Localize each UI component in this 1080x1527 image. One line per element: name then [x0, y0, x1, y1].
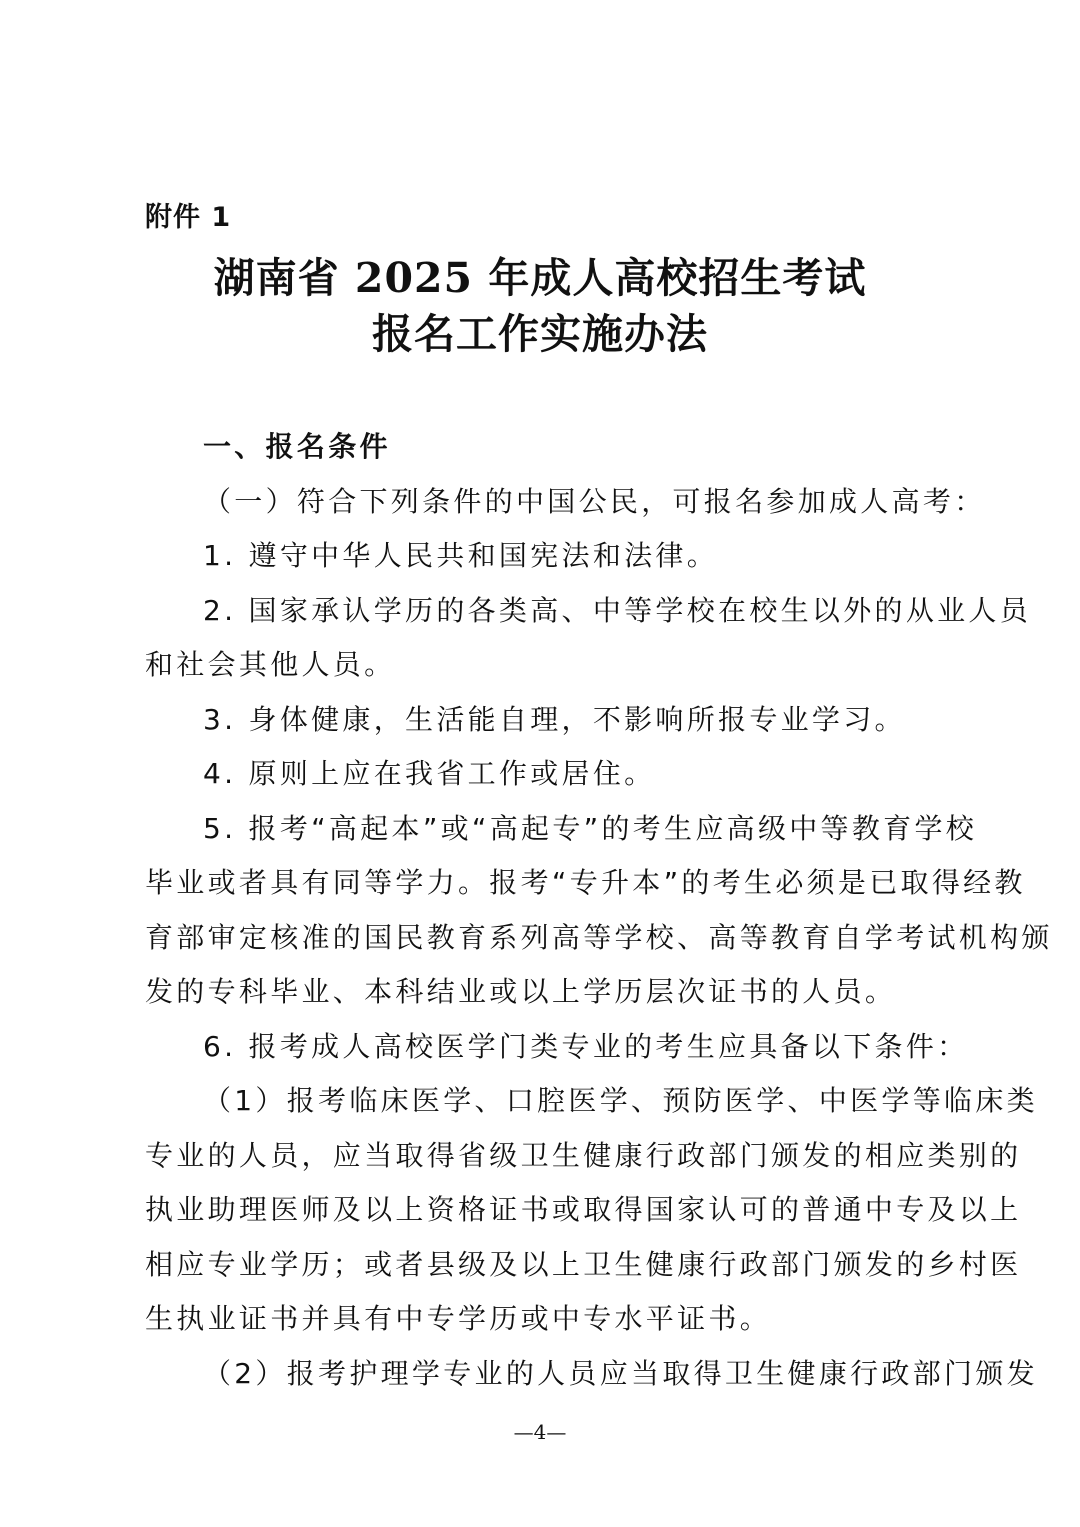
paragraph-line: 1. 遵守中华人民共和国宪法和法律。 — [203, 539, 719, 572]
page-number: —4— — [513, 1420, 567, 1444]
paragraph-line: 毕业或者具有同等学力。报考“专升本”的考生必须是已取得经教 — [145, 866, 1026, 899]
paragraph-line: 6. 报考成人高校医学门类专业的考生应具备以下条件： — [203, 1029, 969, 1063]
paragraph-line: 和社会其他人员。 — [145, 648, 396, 681]
paragraph-line: 3. 身体健康，生活能自理，不影响所报专业学习。 — [203, 702, 906, 736]
document-title-line-1: 湖南省 2025 年成人高校招生考试 — [213, 254, 867, 302]
paragraph-line: 执业助理医师及以上资格证书或取得国家认可的普通中专及以上 — [145, 1193, 1022, 1226]
document-title-line-2: 报名工作实施办法 — [372, 310, 708, 358]
section-heading: 一、报名条件 — [203, 430, 391, 463]
paragraph-line: 4. 原则上应在我省工作或居住。 — [203, 757, 656, 790]
paragraph-line: 2. 国家承认学历的各类高、中等学校在校生以外的从业人员 — [203, 593, 1032, 627]
document-body — [145, 420, 1053, 1401]
attachment-label: 附件 1 — [145, 202, 232, 233]
paragraph-line: （1）报考临床医学、口腔医学、预防医学、中医学等临床类 — [203, 1084, 1038, 1117]
paragraph-line: 发的专科毕业、本科结业或以上学历层次证书的人员。 — [145, 975, 897, 1008]
paragraph-line: 5. 报考“高起本”或“高起专”的考生应高级中等教育学校 — [203, 811, 978, 845]
paragraph-line: 育部审定核准的国民教育系列高等学校、高等教育自学考试机构颁 — [145, 920, 1053, 954]
paragraph-line: （一）符合下列条件的中国公民，可报名参加成人高考： — [203, 484, 986, 518]
paragraph-line: （2）报考护理学专业的人员应当取得卫生健康行政部门颁发 — [203, 1356, 1038, 1390]
paragraph-line: 相应专业学历；或者县级及以上卫生健康行政部门颁发的乡村医 — [145, 1247, 1022, 1281]
paragraph-line: 专业的人员，应当取得省级卫生健康行政部门颁发的相应类别的 — [145, 1138, 1022, 1172]
paragraph-line: 生执业证书并具有中专学历或中专水平证书。 — [145, 1302, 772, 1335]
